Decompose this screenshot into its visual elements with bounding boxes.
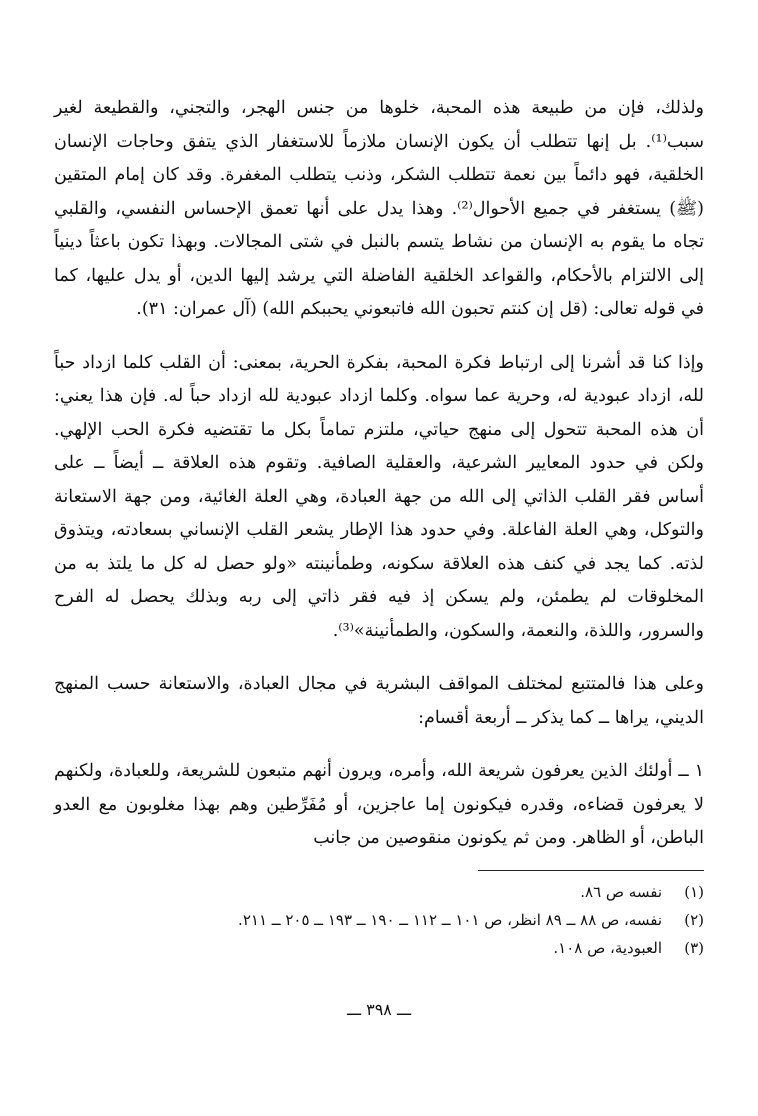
- footnote-item: [54, 934, 704, 962]
- footnotes: [54, 878, 704, 962]
- paragraph-gap: [54, 735, 704, 755]
- footnote-text: نفسه، ص ٨٨ ــ ٨٩ انظر، ص ١٠١ ــ ١١٢ ــ ١٩٠ ــ ١٩٣ ــ ٢٠٥ ــ ٢١١.: [238, 911, 662, 929]
- paragraph-category-one: ١ ــ أولئك الذين يعرفون شريعة الله، وأمره، ويرون أنهم متبعون للشريعة، وللعبادة، ولكنهم لا يعرفون قضاءه، وقدره فيكونون إما عاجزين، أو مُفَرِّطين وهم بهذا مغلوبون مع العدو الباطن، أو الظاهر. ومن ثم يكونون منقوصين من جانب: [54, 761, 704, 848]
- footnote-number: (٣): [684, 939, 704, 957]
- page-number: ـــ ٣٩٨ ـــ: [346, 1000, 412, 1019]
- footnote-text: العبودية، ص ١٠٨.: [553, 939, 662, 957]
- paragraph-gap: [54, 648, 704, 668]
- paragraph-gap: [54, 327, 704, 347]
- footnote-text: نفسه ص ٨٦.: [580, 883, 662, 901]
- footnote-item: [54, 878, 704, 906]
- paragraph-four-categories-intro: وعلى هذا فالمتتبع لمختلف المواقف البشرية في مجال العبادة، والاستعانة حسب المنهج الديني، يراها ــ كما يذكر ــ أربعة أقسام:: [54, 674, 704, 728]
- footnote-item: [54, 906, 704, 934]
- footnote-separator: [478, 870, 704, 871]
- paragraph-love-and-forgiveness: ولذلك، فإن من طبيعة هذه المحبة، خلوها من جنس الهجر، والتجني، والقطيعة لغير سبب⁽¹⁾. بل إنها تتطلب أن يكون الإنسان ملازماً للاستغفار الذي يتفق وحاجات الإنسان الخلقية، فهو دائماً بين نعمة تتطلب الشكر، وذنب يتطلب المغفرة. وقد كان إمام المتقين (ﷺ) يستغفر في جميع الأحوال⁽²⁾. وهذا يدل على أنها تعمق الإحساس النفسي، والقلبي تجاه ما يقوم به الإنسان من نشاط يتسم بالنبل في شتى المجالات. وبهذا تكون باعثاً دينياً إلى الالتزام بالأحكام، والقواعد الخلقية الفاضلة التي يرشد إليها الدين، أو يدل عليها، كما في قوله تعالى: (قل إن كنتم تحبون الله فاتبعوني يحببكم الله) (آل عمران: ٣١).: [54, 98, 704, 319]
- paragraph-love-and-freedom: وإذا كنا قد أشرنا إلى ارتباط فكرة المحبة، بفكرة الحرية، بمعنى: أن القلب كلما ازداد حباً لله، ازداد عبودية له، وحرية عما سواه. وكلما ازداد عبودية لله ازداد حباً له. فإن هذا يعني: أن هذه المحبة تتحول إلى منهج حياتي، ملتزم تماماً بكل ما تقتضيه فكرة الحب الإلهي. ولكن في حدود المعايير الشرعية، والعقلية الصافية. وتقوم هذه العلاقة ــ أيضاً ــ على أساس فقر القلب الذاتي إلى الله من جهة العبادة، وهي العلة الغائية، ومن جهة الاستعانة والتوكل، وهي العلة الفاعلة. وفي حدود هذا الإطار يشعر القلب الإنساني بسعادته، ويتذوق لذته. كما يجد في كنف هذه العلاقة سكونه، وطمأنينته «ولو حصل له كل ما يلتذ به من المخلوقات لم يطمئن، ولم يسكن إذ فيه فقر ذاتي إلى ربه وبذلك يحصل له الفرح والسرور، واللذة، والنعمة، والسكون، والطمأنينة»⁽³⁾.: [54, 352, 705, 641]
- footnote-number: (١): [684, 883, 704, 901]
- footnote-number: (٢): [684, 911, 704, 929]
